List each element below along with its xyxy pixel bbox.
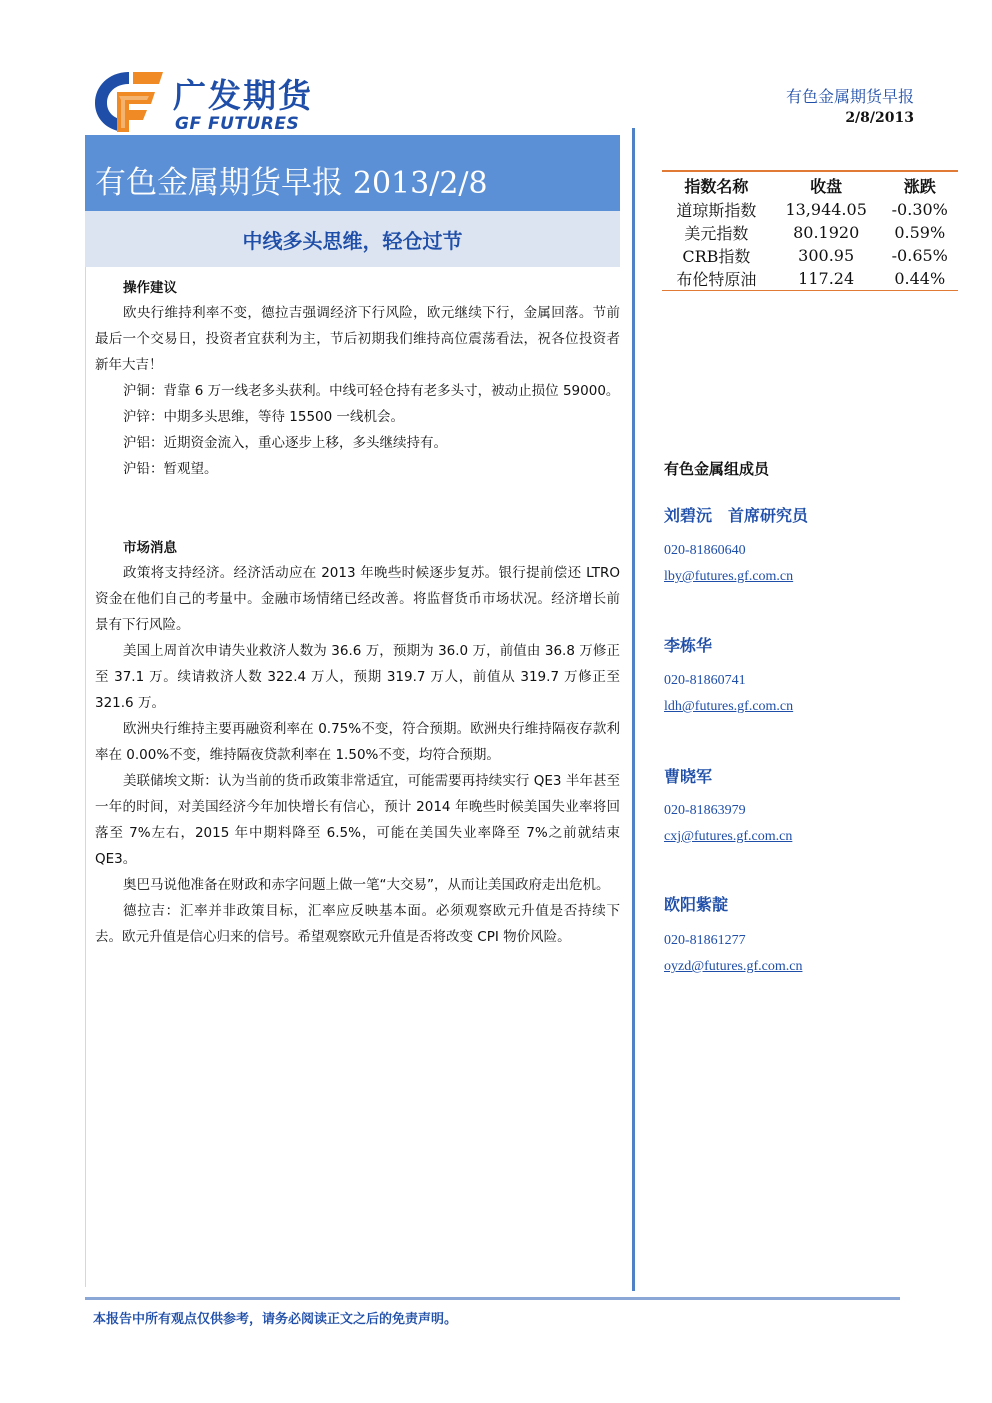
advice-paragraph: 沪铜：背靠 6 万一线老多头获利。中线可轻仓持有老多头寸，被动止损位 59000。 bbox=[123, 383, 620, 399]
index-change: 0.59% bbox=[894, 223, 946, 242]
subtitle-bar bbox=[85, 211, 620, 267]
column-header-index: 指数名称 bbox=[684, 176, 749, 196]
index-name: 道琼斯指数 bbox=[676, 201, 757, 220]
index-name: 布伦特原油 bbox=[676, 270, 757, 289]
gf-futures-logo bbox=[93, 68, 343, 138]
advice-paragraph: 欧央行维持利率不变，德拉吉强调经济下行风险，欧元继续下行，金属回落。节前最后一个交易日，投资者宜获利为主，节后初期我们维持高位震荡看法，祝各位投资者新年大吉！ bbox=[95, 305, 620, 373]
advice-heading: 操作建议 bbox=[123, 280, 177, 296]
news-paragraph: 美国上周首次申请失业救济人数为 36.6 万，预期为 36.0 万，前值由 36.8 万修正至 37.1 万。续请救济人数 322.4 万人，预期 319.7 万人，前值从 319.7 万修正至 321.6 万。 bbox=[95, 643, 620, 711]
news-paragraph: 美联储埃文斯：认为当前的货币政策非常适宜，可能需要再持续实行 QE3 半年甚至一年的时间，对美国经济今年加快增长有信心，预计 2014 年晚些时候美国失业率将回落至 7%左右，2015 年中期料降至 6.5%，可能在美国失业率降至 7%之前就结束 QE3。 bbox=[95, 773, 620, 867]
member-name: 李栋华 bbox=[664, 636, 713, 655]
report-title-date: 2013/2/8 bbox=[352, 166, 488, 201]
index-name: CRB指数 bbox=[682, 247, 751, 266]
column-header-close: 收盘 bbox=[810, 176, 843, 196]
advice-section bbox=[95, 276, 620, 482]
team-title: 有色金属组成员 bbox=[664, 460, 770, 478]
member-phone: 020-81860741 bbox=[664, 673, 746, 688]
index-change: 0.44% bbox=[894, 269, 946, 288]
table-row bbox=[662, 267, 958, 290]
member-email-link[interactable]: lby@futures.gf.com.cn bbox=[664, 569, 794, 584]
gf-logo-icon bbox=[93, 70, 165, 134]
report-title-text: 有色金属期货早报 bbox=[95, 165, 343, 201]
table-row bbox=[662, 221, 958, 244]
member-phone: 020-81860640 bbox=[664, 543, 746, 558]
member-name: 曹晓军 bbox=[664, 767, 713, 786]
market-index-table bbox=[662, 170, 958, 291]
member-email-link[interactable]: oyzd@futures.gf.com.cn bbox=[664, 959, 803, 974]
member-name: 刘碧沅 首席研究员 bbox=[664, 506, 809, 525]
footer-divider bbox=[85, 1297, 900, 1300]
column-header-change: 涨跌 bbox=[903, 176, 936, 196]
index-name: 美元指数 bbox=[684, 224, 749, 243]
header-report-name: 有色金属期货早报 bbox=[785, 87, 914, 106]
advice-paragraph: 沪铝：近期资金流入，重心逐步上移，多头继续持有。 bbox=[123, 435, 447, 451]
member-email-link[interactable]: ldh@futures.gf.com.cn bbox=[664, 699, 794, 714]
right-column-divider bbox=[632, 128, 635, 1291]
member-phone: 020-81861277 bbox=[664, 933, 746, 948]
report-subtitle: 中线多头思维，轻仓过节 bbox=[242, 229, 463, 253]
news-paragraph: 德拉吉：汇率并非政策目标，汇率应反映基本面。必须观察欧元升值是否持续下去。欧元升值是信心归来的信号。希望观察欧元升值是否将改变 CPI 物价风险。 bbox=[95, 903, 620, 945]
logo-english-name: GF FUTURES bbox=[175, 114, 300, 134]
advice-paragraph: 沪锌：中期多头思维，等待 15500 一线机会。 bbox=[123, 409, 405, 425]
news-paragraph: 政策将支持经济。经济活动应在 2013 年晚些时候逐步复苏。银行提前偿还 LTRO 资金在他们自己的考量中。金融市场情绪已经改善。将监督货币市场状况。经济增长前景有下行风险。 bbox=[95, 565, 620, 633]
advice-paragraph: 沪铅：暂观望。 bbox=[123, 461, 218, 477]
news-paragraph: 奥巴马说他准备在财政和赤字问题上做一笔“大交易”，从而让美国政府走出危机。 bbox=[123, 877, 610, 893]
news-section bbox=[95, 536, 620, 950]
table-header-row bbox=[662, 172, 958, 198]
footer-disclaimer: 本报告中所有观点仅供参考，请务必阅读正文之后的免责声明。 bbox=[93, 1312, 458, 1327]
news-paragraph: 欧洲央行维持主要再融资利率在 0.75%不变，符合预期。欧洲央行维持隔夜存款利率在 0.00%不变，维持隔夜贷款利率在 1.50%不变，均符合预期。 bbox=[95, 721, 620, 763]
index-change: -0.30% bbox=[891, 200, 948, 219]
member-phone: 020-81863979 bbox=[664, 803, 746, 818]
index-close: 300.95 bbox=[798, 246, 855, 265]
table-row bbox=[662, 244, 958, 267]
logo-chinese-name: 广发期货 bbox=[173, 76, 313, 115]
member-name: 欧阳紫靛 bbox=[664, 895, 729, 914]
member-email-link[interactable]: cxj@futures.gf.com.cn bbox=[664, 829, 793, 844]
report-title bbox=[95, 157, 488, 202]
header-date: 2/8/2013 bbox=[845, 110, 914, 126]
news-heading: 市场消息 bbox=[123, 540, 177, 556]
index-close: 13,944.05 bbox=[785, 200, 867, 219]
index-close: 80.1920 bbox=[793, 223, 860, 242]
left-column-divider bbox=[85, 267, 86, 1287]
index-change: -0.65% bbox=[891, 246, 948, 265]
table-row bbox=[662, 198, 958, 221]
title-banner bbox=[85, 135, 620, 211]
index-close: 117.24 bbox=[798, 269, 855, 288]
